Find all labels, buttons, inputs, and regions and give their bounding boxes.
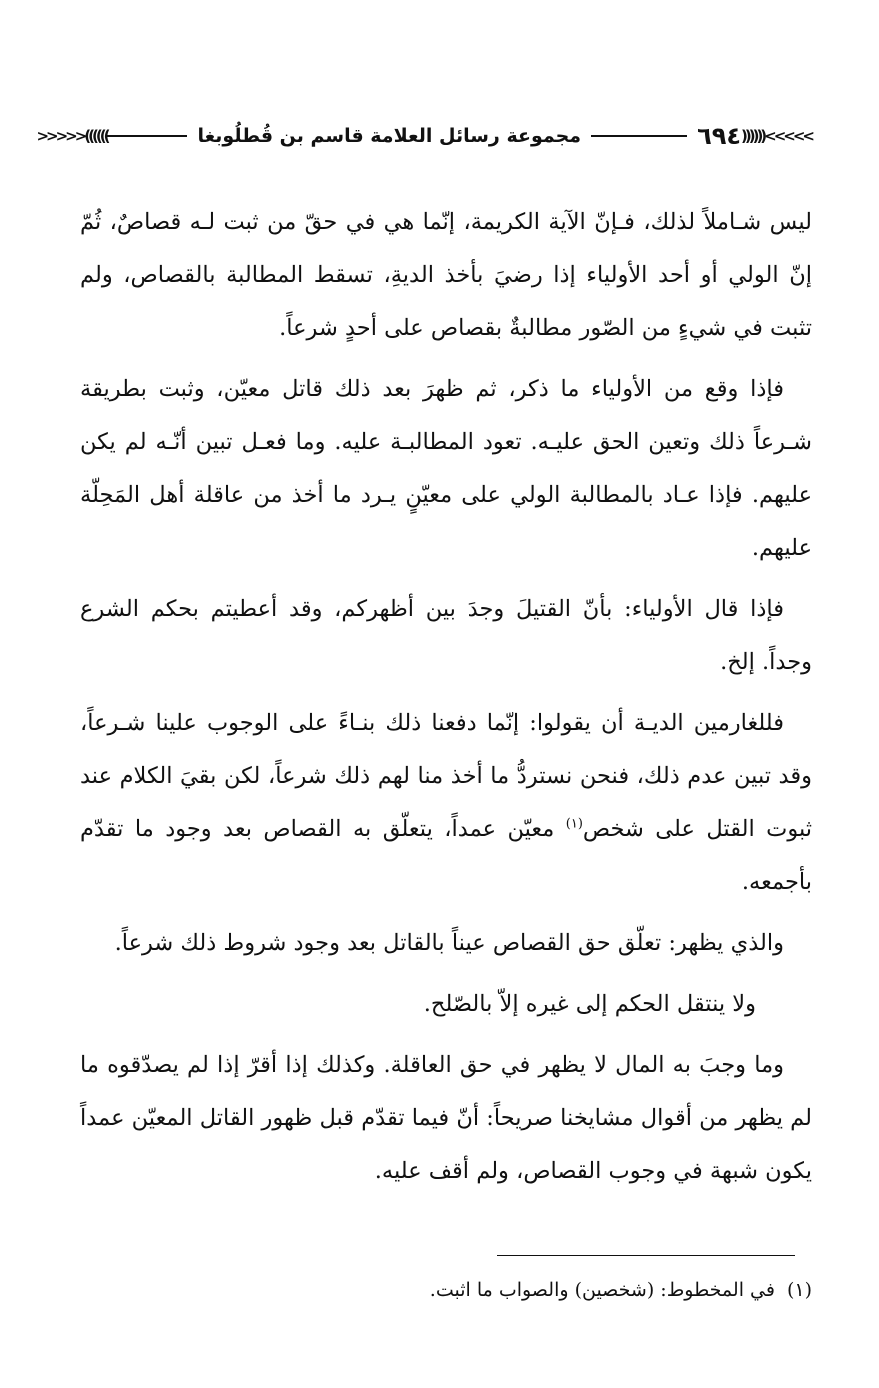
header-rule-right <box>591 135 687 137</box>
paragraph: ولا ينتقل الحكم إلى غيره إلاّ بالصّلح. <box>423 991 756 1017</box>
footnote <box>80 1270 812 1310</box>
page-number: ٦٩٤ <box>697 122 742 150</box>
header-rule-left <box>107 135 187 137</box>
footnote-reference: (١) <box>565 816 583 832</box>
header-ornament-tail-right: >>>>> <box>764 127 812 145</box>
header-ornament-tail-left: <<<<< <box>36 127 85 145</box>
paragraph: فإذا وقع من الأولياء ما ذكر، ثم ظهرَ بعد ذلك قاتل معيّن، وثبت بطريقة شـرعاً ذلك وتعين الحق عليـه. تعود المطالبـة عليه. وما فعـل تبين أنّـه لم يكن عليهم. فإذا عـاد بالمطالبة الولي على معيّنٍ يـرد ما أخذ من عاقلة أهل المَحِلّة عليهم. <box>80 376 812 561</box>
footnote-text: في المخطوط: (شخصين) والصواب ما اثبت. <box>429 1279 775 1301</box>
paragraph-text: فللغارمين الديـة أن يقولوا: إنّما دفعنا ذلك بنـاءً على الوجوب علينا شـرعاً، وقد تبين عدم ذلك، فنحن نستردُّ ما أخذ منا لهم ذلك شرعاً، لكن بقيَ الكلام عند ثبوت القتل على شخص <box>80 710 812 842</box>
running-header <box>36 116 812 156</box>
footnote-separator <box>497 1255 795 1256</box>
paragraph-text: معيّن عمداً، يتعلّق به القصاص بعد وجود ما تقدّم بأجمعه. <box>80 816 812 895</box>
paragraph-with-footnote <box>80 697 812 909</box>
paragraph: فإذا قال الأولياء: بأنّ القتيلَ وجدَ بين أظهركم، وقد أعطيتم بحكم الشرع وجداً. إلخ. <box>80 596 812 675</box>
paragraph: وما وجبَ به المال لا يظهر في حق العاقلة. وكذلك إذا أقرّ إذا لم يصدّقوه ما لم يظهر من أقوال مشايخنا صريحاً: أنّ فيما تقدّم قبل ظهور القاتل المعيّن عمداً يكون شبهة في وجوب القصاص، ولم أقف عليه. <box>80 1052 812 1184</box>
main-text <box>80 196 812 1206</box>
header-title: مجموعة رسائل العلامة قاسم بن قُطلُوبغا <box>197 125 582 147</box>
header-ornament-right: (((((( <box>741 127 765 145</box>
header-ornament-left: )))))) <box>84 127 108 145</box>
footnote-number: (١) <box>786 1279 812 1301</box>
paragraph: ليس شـاملاً لذلك، فـإنّ الآية الكريمة، إنّما هي في حقّ من ثبت لـه قصاصٌ، ثُمّ إنّ الولي أو أحد الأولياء إذا رضيَ بأخذ الديةِ، تسقط المطالبة بالقصاص، ولم تثبت في شيءٍ من الصّور مطالبةٌ بقصاص على أحدٍ شرعاً. <box>80 209 812 341</box>
paragraph: والذي يظهر: تعلّق حق القصاص عيناً بالقاتل بعد وجود شروط ذلك شرعاً. <box>114 930 784 956</box>
